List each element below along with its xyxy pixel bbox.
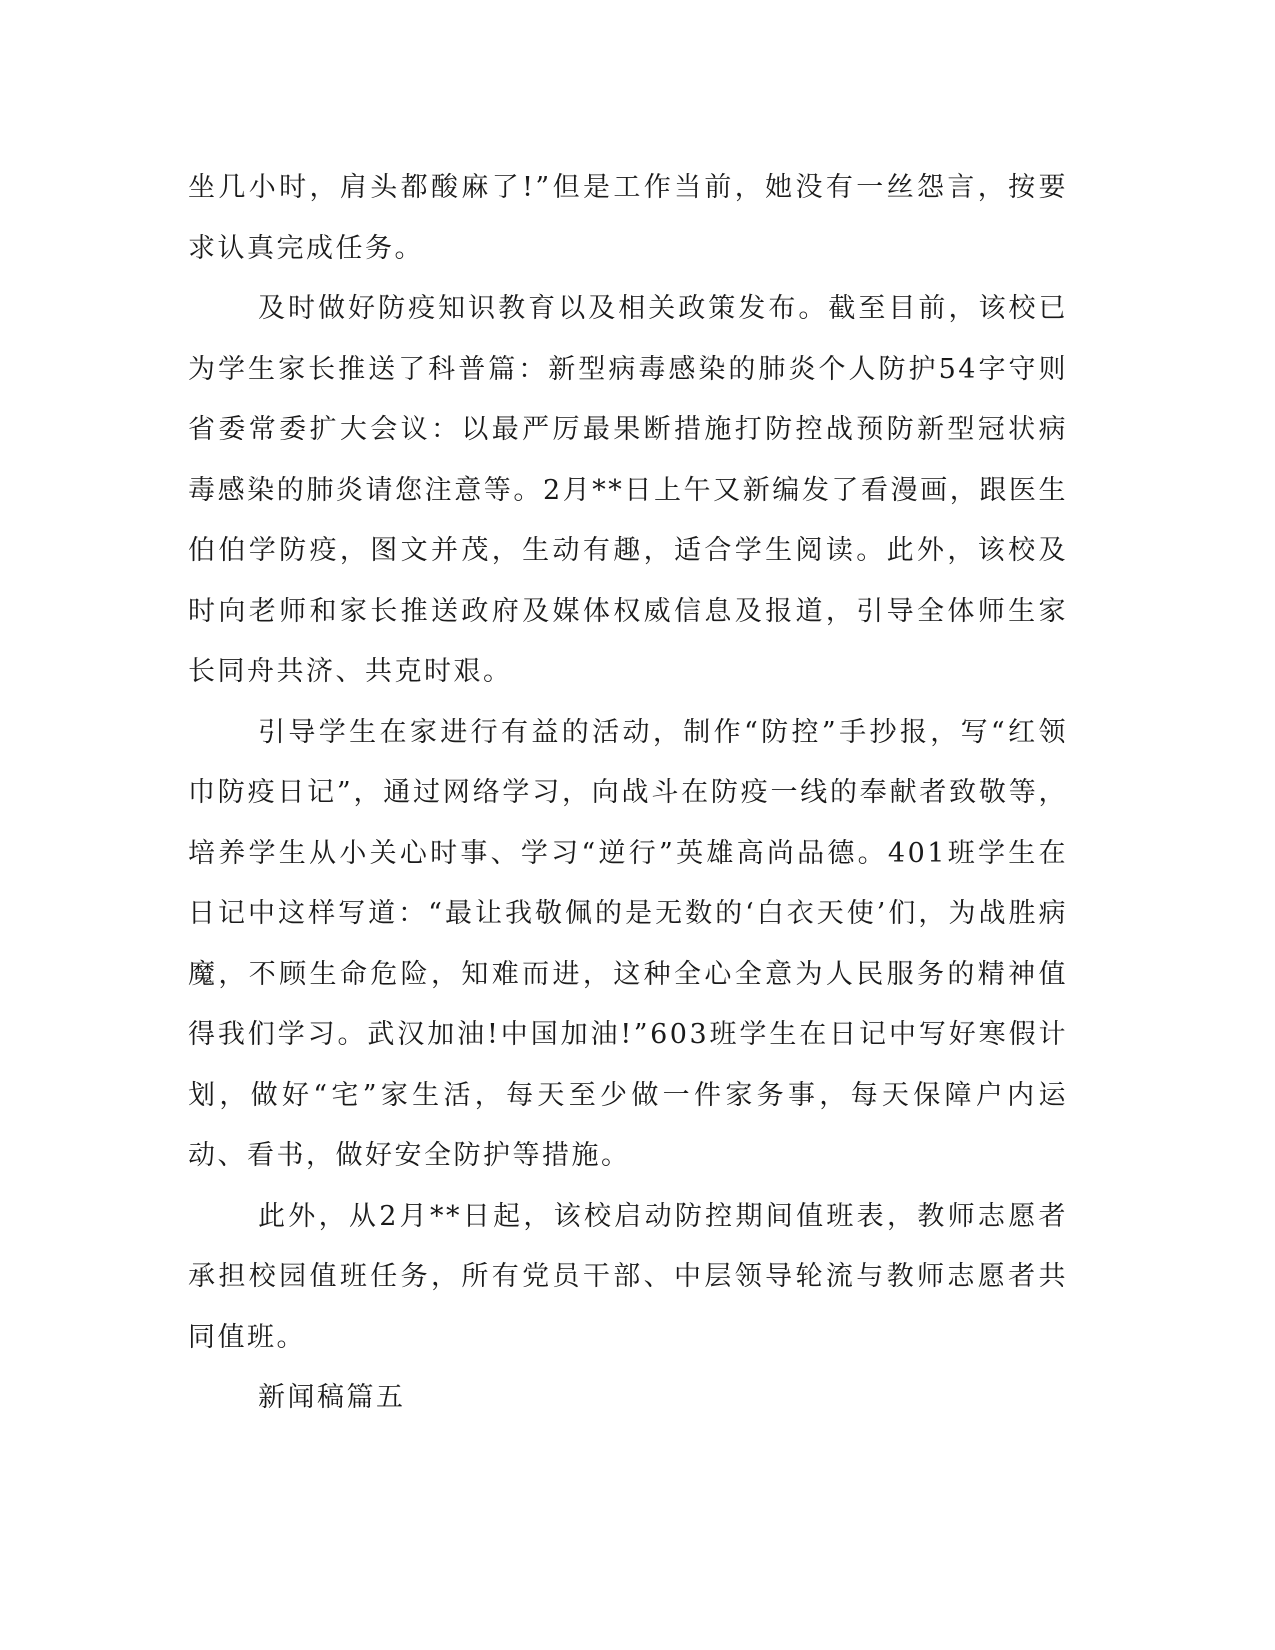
- document-body: [188, 158, 1068, 1429]
- section-heading: 新闻稿篇五: [258, 1382, 406, 1413]
- paragraph-student-activities: 引导学生在家进行有益的活动，制作“防控”手抄报，写“红领巾防疫日记”，通过网络学习，向战斗在防疫一线的奉献者致敬等，培养学生从小关心时事、学习“逆行”英雄高尚品德。401班学生在日记中这样写道：“最让我敬佩的是无数的‘白衣天使’们，为战胜病魔，不顾生命危险，知难而进，这种全心全意为人民服务的精神值得我们学习。武汉加油!中国加油!”603班学生在日记中写好寒假计划，做好“宅”家生活，每天至少做一件家务事，每天保障户内运动、看书，做好安全防护等措施。: [188, 716, 1068, 1171]
- paragraph-duty-schedule: 此外，从2月**日起，该校启动防控期间值班表，教师志愿者承担校园值班任务，所有党员干部、中层领导轮流与教师志愿者共同值班。: [188, 1200, 1068, 1353]
- paragraph-continued: 坐几小时，肩头都酸麻了!”但是工作当前，她没有一丝怨言，按要求认真完成任务。: [188, 172, 1068, 264]
- paragraph-epidemic-education: 及时做好防疫知识教育以及相关政策发布。截至目前，该校已为学生家长推送了科普篇：新型病毒感染的肺炎个人防护54字守则省委常委扩大会议：以最严厉最果断措施打防控战预防新型冠状病毒感染的肺炎请您注意等。2月**日上午又新编发了看漫画，跟医生伯伯学防疫，图文并茂，生动有趣，适合学生阅读。此外，该校及时向老师和家长推送政府及媒体权威信息及报道，引导全体师生家长同舟共济、共克时艰。: [188, 293, 1068, 687]
